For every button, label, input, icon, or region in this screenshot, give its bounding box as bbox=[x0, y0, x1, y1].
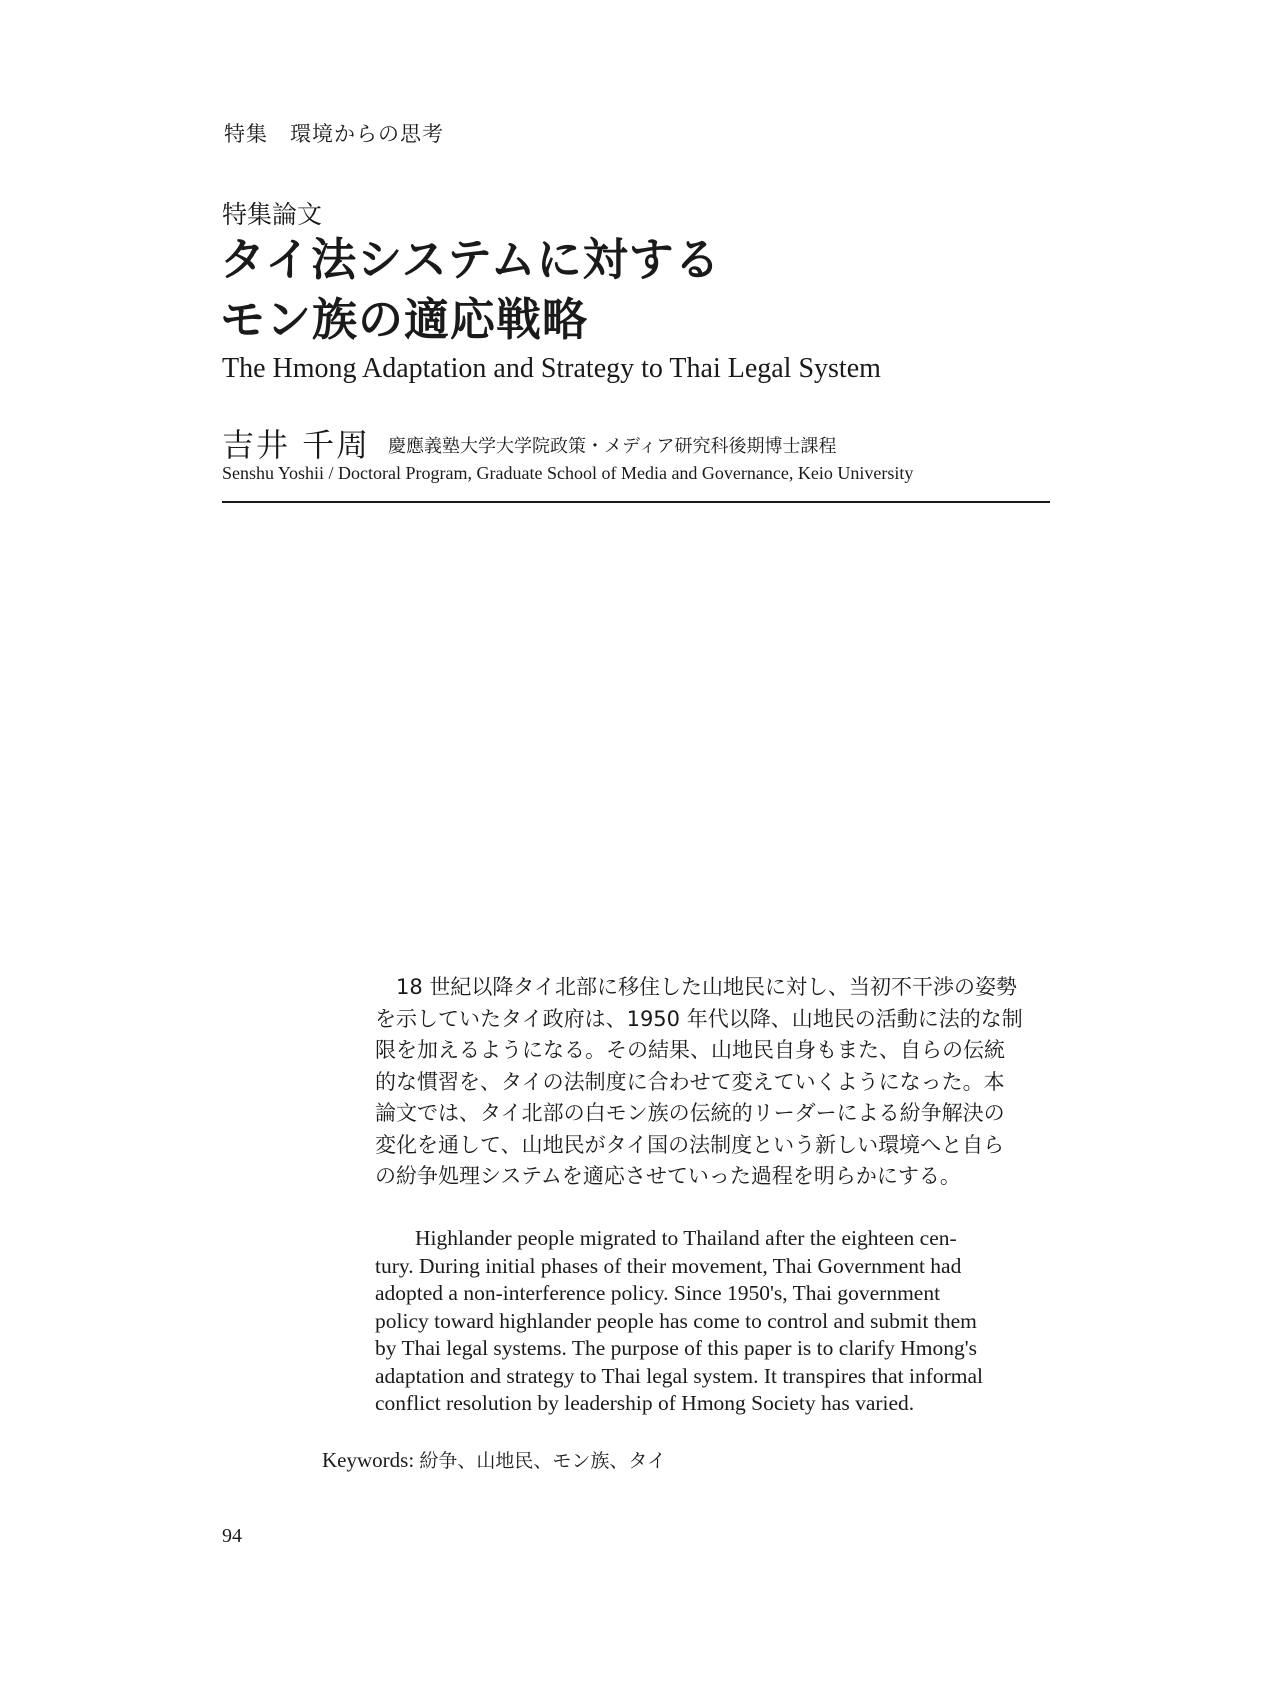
keywords-terms: 紛争、山地民、モン族、タイ bbox=[419, 1450, 667, 1472]
abstract-en-line: adopted a non-interference policy. Since 1950's, Thai government bbox=[375, 1281, 941, 1305]
abstract-ja-line: の紛争処理システムを適応させていった過程を明らかにする。 bbox=[375, 1164, 961, 1188]
author-name: 吉井 千周 bbox=[222, 426, 371, 464]
keywords-label: Keywords: bbox=[322, 1448, 420, 1472]
abstract-en-line: Highlander people migrated to Thailand after the eighteen cen- bbox=[415, 1226, 957, 1250]
title-line-2: モン族の適応戦略 bbox=[220, 293, 589, 346]
abstract-ja-line: 変化を通して、山地民がタイ国の法制度という新しい環境へと自ら bbox=[375, 1132, 1005, 1157]
title-line-1: タイ法システムに対する bbox=[220, 233, 721, 286]
abstract-ja-line: 18 世紀以降タイ北部に移住した山地民に対し、当初不干渉の姿勢 bbox=[375, 975, 1017, 999]
abstract-ja-line: 限を加えるようになる。その結果、山地民自身もまた、自らの伝統 bbox=[375, 1038, 1005, 1062]
series-header: 特集 環境からの思考 bbox=[224, 122, 444, 146]
abstract-ja-line: 論文では、タイ北部の白モン族の伝統的リーダーによる紛争解決の bbox=[375, 1101, 1005, 1125]
abstract-japanese bbox=[375, 972, 1055, 1193]
abstract-en-line: by Thai legal systems. The purpose of this paper is to clarify Hmong's bbox=[375, 1336, 977, 1360]
abstract-en-line: conflict resolution by leadership of Hmong Society has varied. bbox=[375, 1391, 915, 1415]
header-divider bbox=[222, 501, 1050, 503]
affiliation-english: Senshu Yoshii / Doctoral Program, Graduate School of Media and Governance, Keio University bbox=[222, 463, 914, 483]
affiliation-japanese: 慶應義塾大学大学院政策・メディア研究科後期博士課程 bbox=[388, 436, 837, 457]
abstract-ja-line: 的な慣習を、タイの法制度に合わせて変えていくようになった。本 bbox=[375, 1069, 1005, 1094]
section-label: 特集論文 bbox=[222, 200, 323, 229]
abstract-en-line: adaptation and strategy to Thai legal system. It transpires that informal bbox=[375, 1363, 984, 1388]
abstract-english bbox=[375, 1225, 1055, 1418]
abstract-ja-line: を示していたタイ政府は、1950 年代以降、山地民の活動に法的な制 bbox=[375, 1006, 1023, 1031]
page-number: 94 bbox=[222, 1525, 242, 1547]
abstract-en-line: tury. During initial phases of their movement, Thai Government had bbox=[375, 1253, 962, 1278]
title-english: The Hmong Adaptation and Strategy to Thai Legal System bbox=[222, 353, 881, 384]
keywords bbox=[322, 1446, 666, 1473]
article-title bbox=[220, 230, 721, 350]
abstract-en-line: policy toward highlander people has come to control and submit them bbox=[375, 1308, 977, 1333]
